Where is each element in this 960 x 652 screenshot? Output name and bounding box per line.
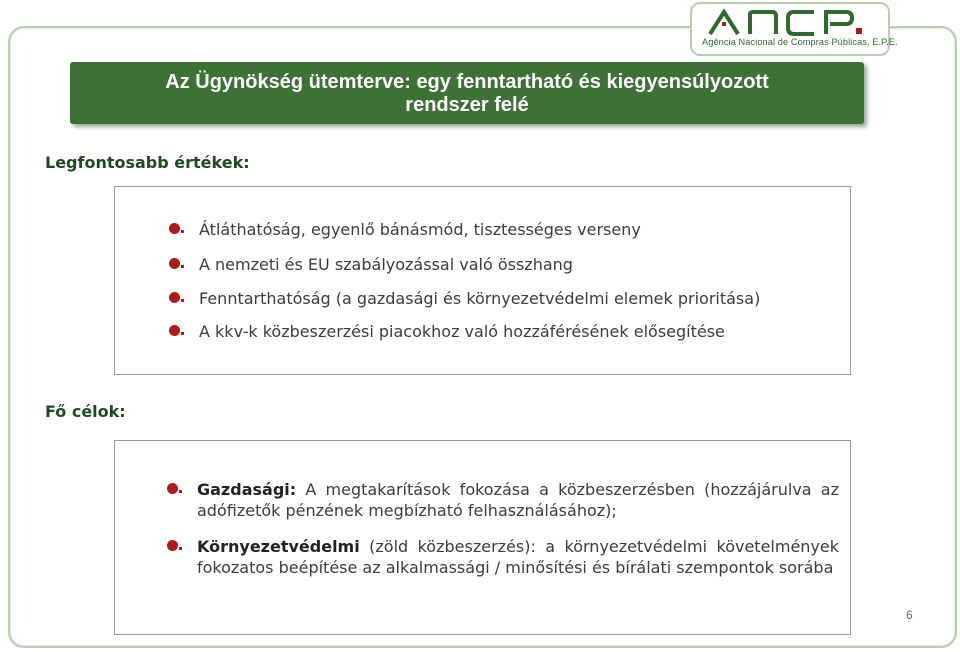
goal-item-economic	[197, 479, 839, 521]
value-item	[199, 289, 760, 308]
value-item	[199, 322, 725, 341]
goal-term: Környezetvédelmi	[197, 537, 360, 556]
goal-text: A megtakarítások fokozása a közbeszerzésben (hozzájárulva az adófizetők pénzének megbízható felhasználásához);	[197, 480, 839, 520]
value-text: A nemzeti és EU szabályozással való összhang	[199, 255, 573, 274]
value-text: Átláthatóság, egyenlő bánásmód, tisztességes verseny	[199, 220, 641, 239]
bullet-icon	[169, 325, 180, 336]
value-item	[199, 255, 573, 274]
bullet-icon	[169, 223, 180, 234]
logo-subtitle: Agência Nacional de Compras Públicas, E.P.E.	[702, 37, 898, 47]
value-text: A kkv-k közbeszerzési piacokhoz való hozzáférésének elősegítése	[199, 322, 725, 341]
goals-box	[114, 440, 851, 635]
value-item	[199, 220, 641, 239]
ancp-logo-mark	[706, 8, 874, 36]
goal-item-environmental	[197, 536, 839, 578]
page-number: 6	[906, 608, 913, 622]
values-box	[114, 186, 851, 375]
bullet-icon	[167, 540, 178, 551]
goals-heading: Fő célok:	[45, 402, 126, 421]
slide-title	[70, 62, 864, 124]
bullet-icon	[169, 258, 180, 269]
goal-text: (zöld közbeszerzés): a környezetvédelmi követelmények fokozatos beépítése az alkalmassági / minősítési és bírálati szempontok sorába	[197, 537, 839, 577]
bullet-icon	[169, 292, 180, 303]
title-line-2: rendszer felé	[405, 94, 529, 116]
bullet-icon	[167, 483, 178, 494]
value-text: Fenntarthatóság (a gazdasági és környezetvédelmi elemek prioritása)	[199, 289, 761, 308]
goal-term: Gazdasági:	[197, 480, 297, 499]
values-heading: Legfontosabb értékek:	[45, 153, 250, 172]
title-line-1: Az Ügynökség ütemterve: egy fenntartható és kiegyensúlyozott	[165, 71, 769, 93]
ancp-logo	[690, 2, 898, 56]
